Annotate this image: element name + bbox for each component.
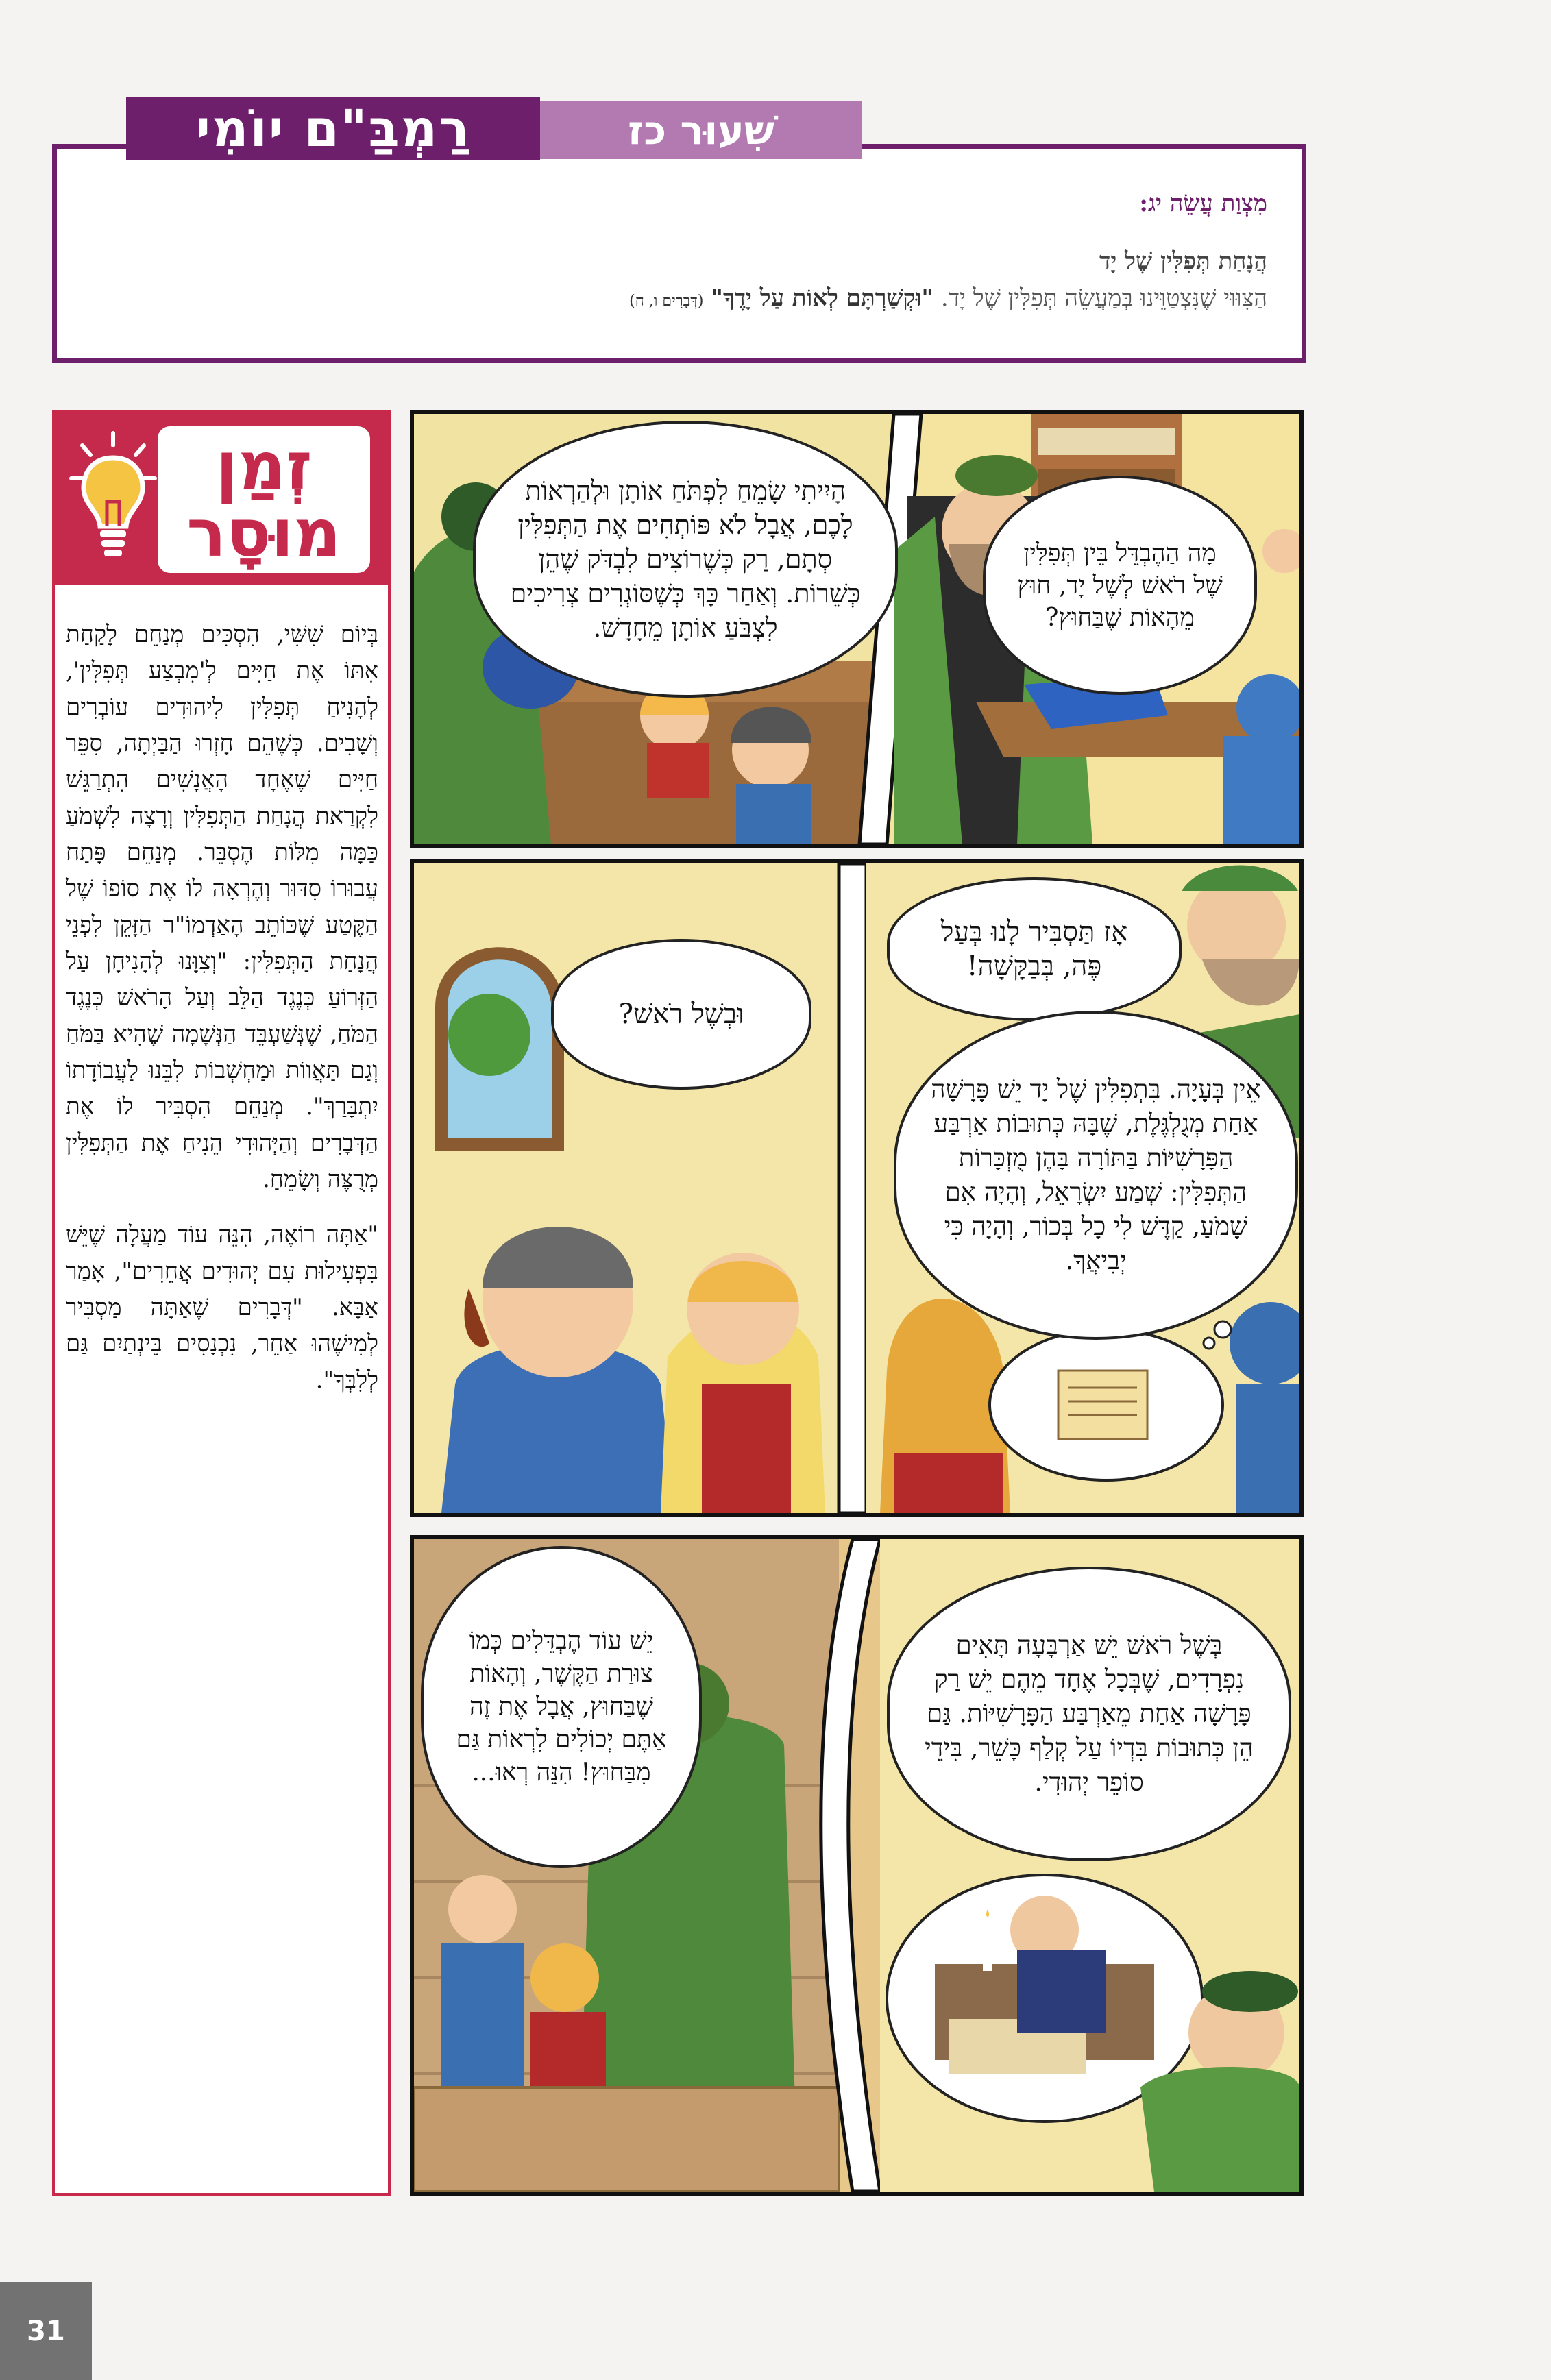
comic-panel-3 bbox=[410, 1535, 1304, 2196]
sidebar-story bbox=[66, 617, 378, 1418]
panel-2-right-main-bubble: אֵין בְּעָיָה. בִּתְפִלִּין שֶׁל יָד יֵשׁ פָּרָשָׁה אַחַת מְגֻלְגֶּלֶת, שֶׁבָּהּ כְּתוּבוֹת אַרְבַּע הַפָּרָשִׁיּוֹת בַּתּוֹרָה בָּהֶן מֻזְכָּרוֹת הַתְּפִלִּין: שְׁמַע יִשְׂרָאֵל, וְהָיָה אִם שָׁמֹעַ, קַדֶּשׁ לִי כָל בְּכוֹר, וְהָיָה כִּי יְבִיאֲךָ. bbox=[894, 1011, 1298, 1340]
panel-1-left-bubble: הָיִיתִי שָׂמֵחַ לִפְתֹּחַ אוֹתָן וּלְהַרְאוֹת לָכֶם, אֲבָל לֹא פּוֹתְחִים אֶת הַתְּפִלִּין סְתָם, רַק כְּשֶׁרוֹצִים לִבְדֹּק שֶׁהֵן כְּשֵׁרוֹת. וְאַחַר כָּךְ כְּשֶׁסּוֹגְרִים צְרִיכִים לִצְבֹּעַ אוֹתָן מֵחָדָשׁ. bbox=[473, 421, 898, 698]
banner-line1: זְמַן bbox=[215, 428, 313, 504]
mitzva-description bbox=[91, 284, 1267, 312]
banner-text-panel bbox=[158, 426, 370, 573]
lightbulb-icon bbox=[69, 430, 158, 567]
mitzva-heading: מִצְוַת עֲשֵׂה יג: bbox=[1139, 190, 1267, 217]
mitzva-box bbox=[52, 144, 1306, 363]
panel-2-left-bubble: וּבְשֶׁל רֹאשׁ? bbox=[551, 939, 811, 1090]
mitzva-name: הֲנָחַת תְּפִלִּין שֶׁל יָד bbox=[1099, 247, 1267, 275]
panel-3-left-bubble: יֵשׁ עוֹד הֶבְדֵּלִים כְּמוֹ צוּרַת הַקֶּשֶׁר, וְהָאוֹת שֶׁבַּחוּץ, אֲבָל אֶת זֶה אַתֶּם יְכוֹלִים לִרְאוֹת גַּם מִבַּחוּץ! הִנֵּה רְאוּ... bbox=[421, 1546, 702, 1868]
page-number: 31 bbox=[0, 2282, 92, 2380]
story-paragraph-2: "אַתָּה רוֹאֶה, הִנֵּה עוֹד מַעֲלָה שֶׁיֵּשׁ בִּפְעִילוּת עִם יְהוּדִים אֲחֵרִים", אָמַר אַבָּא. "דְּבָרִים שֶׁאַתָּה מַסְבִּיר לְמִישֶׁהוּ אַחֵר, נִכְנָסִים בֵּינְתַיִם גַּם לְלִבְּךָ". bbox=[66, 1221, 378, 1394]
header-title: רַמְבַּ"ם יוֹמִי bbox=[126, 97, 540, 160]
panel-2-right-top-bubble: אָז תַּסְבִּיר לָנוּ בְּעַל פֶּה, בְּבַקָּשָׁה! bbox=[887, 877, 1182, 1021]
banner-line2: מוּסָר bbox=[186, 495, 341, 572]
comic-panel-1 bbox=[410, 410, 1304, 848]
panel-1-right-bubble: מָה הַהֶבְדֵּל בֵּין תְּפִלִּין שֶׁל רֹאשׁ לְשֶׁל יָד, חוּץ מֵהָאוֹת שֶׁבַּחוּץ? bbox=[983, 476, 1257, 695]
header-lesson: שִׁעוּר כז bbox=[540, 101, 862, 159]
mitzva-desc-text: הַצִּוּוּי שֶׁנִּצְטַוֵּינוּ בְּמַעֲשֵׂה תְּפִלִּין שֶׁל יָד. bbox=[940, 284, 1267, 312]
mitzva-source: (דְּבָרִים ו, ח) bbox=[629, 293, 704, 310]
panel-3-right-bubble: בְּשֶׁל רֹאשׁ יֵשׁ אַרְבָּעָה תָּאִים נִפְרָדִים, שֶׁבְּכָל אֶחָד מֵהֶם יֵשׁ רַק פָּרָשָׁה אַחַת מֵאַרְבַּע הַפָּרָשִׁיּוֹת. גַּם הֵן כְּתוּבוֹת בִּדְיוֹ עַל קְלַף כָּשֵׁר, בִּידֵי סוֹפֵר יְהוּדִי. bbox=[887, 1567, 1291, 1861]
comic-panel-2 bbox=[410, 859, 1304, 1517]
story-paragraph-1: בְּיוֹם שִׁשִּׁי, הִסְכִּים מְנַחֵם לָקַחַת אִתּוֹ אֶת חַיִּים לְ'מִבְצַע תְּפִלִּין', לְהָנִיחַ תְּפִלִּין לִיהוּדִים עוֹבְרִים וְשָׁבִים. כְּשֶׁהֵם חָזְרוּ הַבַּיְתָה, סִפֵּר חַיִּים שֶׁאֶחָד הָאֲנָשִׁים הִתְרַגֵּשׁ לִקְרַאת הֲנָחַת הַתְּפִלִּין וְרָצָה לִשְׁמֹעַ כַּמָּה מִלּוֹת הֶסְבֵּר. מְנַחֵם פָּתַח עֲבוּרוֹ סִדּוּר וְהֶרְאָה לוֹ אֶת סוֹפוֹ שֶׁל הַקֶּטַע שֶׁכּוֹתֵב הָאַדְמוֹ"ר הַזָּקֵן לִפְנֵי הֲנָחַת הַתְּפִלִּין: "וְצִוָּנוּ לְהָנִיחָן עַל הַזְּרוֹעַ כְּנֶגֶד הַלֵּב וְעַל הָרֹאשׁ כְּנֶגֶד הַמֹּחַ, שֶׁנְּשַׁעְבֵּד הַנְּשָׁמָה שֶׁהִיא בַּמֹּחַ וְגַם תַּאֲווֹת וּמַחְשְׁבוֹת לִבֵּנוּ לַעֲבוֹדָתוֹ יִתְבָּרַךְ". מְנַחֵם הִסְבִּיר לוֹ אֶת הַדְּבָרִים וְהַיְּהוּדִי הֵנִיחַ אֶת הַתְּפִלִּין מְרֻצֶּה וְשָׂמֵחַ. bbox=[66, 621, 378, 1193]
mitzva-verse: "וּקְשַׁרְתָּם לְאוֹת עַל יָדֶךָ" bbox=[711, 284, 934, 312]
